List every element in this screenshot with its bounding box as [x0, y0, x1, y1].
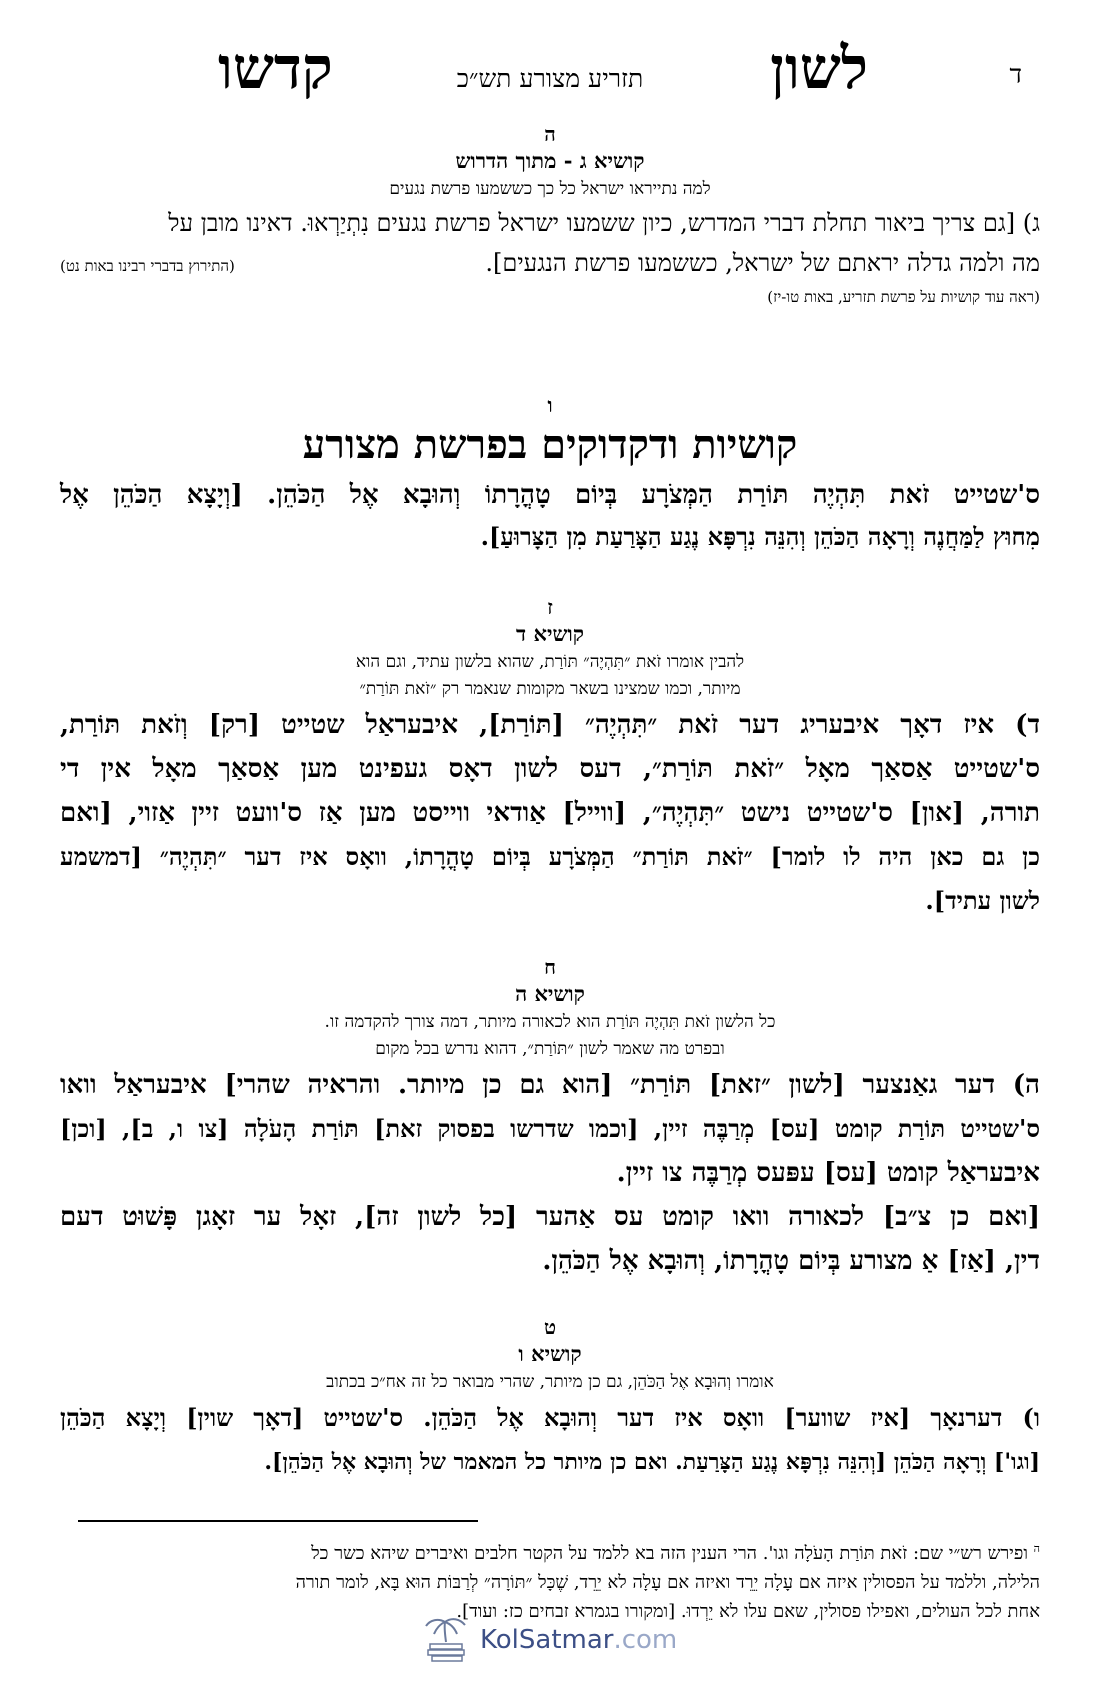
paragraph-line: ס'שטייט אַסאַך מאָל ״זֹאת תּוֹרַת״, דעס לשון דאָס געפינט מען אַסאַך מאָל אין די	[60, 754, 1040, 784]
footnote-line: $^ה$ ופירש רש״י שם: זֹאת תּוֹרַת הָעֹלָה וגו'. הרי הענין הזה בא ללמד על הקטר חלבים ואיברים שיהא כשר כל	[311, 1542, 1040, 1564]
question-subtitle: ובפרט מה שאמר לשון ״תּוֹרַת״, דהוא נדרש בכל מקום	[375, 1039, 725, 1059]
paragraph-line: מה ולמה גדלה יראתם של ישראל, כששמעו פרשת הנגעים].	[485, 249, 1040, 277]
paragraph-line: תורה, [און] ס'שטייט נישט ״תִּהְיֶה״, [ווייל] אַודאי ווייסט מען אַז ס'וועט זיין אַזוי, [ואם	[60, 798, 1040, 828]
section-title: קושיות ודקדוקים בפרשת מצורע	[302, 421, 798, 468]
question-subtitle: אומרו וְהוּבָא אֶל הַכֹּהֵן, גם כן מיותר, שהרי מבואר כל זה אח״כ בכתוב	[326, 1372, 774, 1392]
verse-line: ס'שטייט זֹאת תִּהְיֶה תּוֹרַת הַמְּצֹרָע בְּיוֹם טָהֳרָתוֹ וְהוּבָא אֶל הַכֹּהֵן. [וְיָצָא הַכֹּהֵן אֶל	[60, 480, 1040, 510]
page-letter: ד	[1009, 60, 1022, 90]
question-subtitle: למה נתייראו ישראל כל כך כששמעו פרשת נגעים	[389, 179, 711, 199]
logo-brand-text: KolSatmar	[480, 1625, 614, 1655]
question-subtitle: כל הלשון זֹאת תִּהְיֶה תּוֹרַת הוא לכאורה מיותר, דמה צורך להקדמה זו.	[324, 1012, 776, 1032]
paragraph-line-row	[60, 243, 1040, 283]
footnote-mark: ה	[1033, 1542, 1040, 1555]
header-title-right: לשון	[770, 34, 868, 102]
paragraph-line: ו) דערנאָך [איז שווער] וואָס איז דער וְהוּבָא אֶל הַכֹּהֵן. ס'שטייט [דאָך שוין] וְיָצָא הַכֹּהֵן	[60, 1403, 1040, 1432]
site-logo[interactable]	[418, 1612, 698, 1668]
resolution-note: (התירוץ בדברי רבינו באות נט)	[60, 257, 235, 275]
footnote-line: הלילה, וללמד על הפסולין איזה אם עָלָה יֵרֵד ואיזה אם עָלָה לא יֵרֵד, שֶׁכָּל ״תּוֹרָה״ לְרַבּוֹת הוּא בָּא, לומר תורה	[295, 1572, 1040, 1593]
page-body	[60, 112, 1040, 1484]
footnote-divider	[78, 1520, 478, 1522]
question-title: קושיא ו	[518, 1341, 582, 1366]
section-letter: ה	[544, 122, 556, 146]
section-letter: ז	[547, 595, 553, 619]
paragraph-line: איבעראַל קומט [עס] עפּעס מְרַבֶּה צו זיין.	[616, 1158, 1040, 1188]
paragraph-line: ה) דער גאַנצער [לשון ״זאת] תּוֹרַת״ [הוא גם כן מיותר. והראיה שהרי] איבעראַל וואו	[60, 1070, 1041, 1100]
verse-line: מִחוּץ לַמַּחֲנֶה וְרָאָה הַכֹּהֵן וְהִנֵּה נִרְפָּא נֶגַע הַצָּרַעַת מִן הַצָּרוּעַ].	[480, 522, 1040, 551]
paragraph-line: ד) איז דאָך איבעריג דער זֹאת ״תִּהְיֶה״ [תּוֹרַת], איבעראַל שטייט [רק] וְזֹאת תּוֹרַת,	[60, 710, 1040, 740]
palm-tree-books-icon	[418, 1612, 474, 1668]
section-letter: ח	[544, 955, 556, 979]
page-header	[0, 30, 1100, 110]
section-letter: ט	[543, 1315, 557, 1339]
see-more-note: (ראה עוד קושיות על פרשת תזריע, באות טו-יז)	[767, 288, 1040, 306]
logo-domain-text: .com	[613, 1625, 678, 1655]
header-title-left: קדשו	[218, 34, 333, 102]
paragraph-line: ס'שטייט תּוֹרַת קומט [עס] מְרַבֶּה זיין, [וכמו שדרשו בפסוק זאת] תּוֹרַת הָעֹלָה [צו ו, ב], [וכן]	[60, 1114, 1040, 1143]
question-title: קושיא ה	[515, 981, 585, 1006]
paragraph-line: לשון עתיד].	[925, 886, 1040, 915]
paragraph-line: ג) [גם צריך ביאור תחלת דברי המדרש, כיון ששמעו ישראל פרשת נגעים נִתְיַרְאוּ. דאינו מובן על	[168, 209, 1040, 237]
question-title: קושיא ד	[516, 621, 584, 646]
section-letter: ו	[547, 393, 553, 417]
footnote-line: אחת לכל העולים, ואפילו פסולין, שאם עלו לא יֵרְדוּ. [ומקורו בגמרא זבחים כז: ועוד].	[456, 1601, 1040, 1622]
header-subtitle: תזריע מצורע תש״כ	[456, 64, 644, 93]
paragraph-line: [ואם כן צ״ב] לכאורה וואו קומט עס אַהער [כל לשון זה], זאָל ער זאָגן פָּשׁוּט דעם	[60, 1202, 1040, 1232]
question-subtitle: להבין אומרו זֹאת ״תִּהְיֶה״ תּוֹרַת, שהוא בלשון עתיד, וגם הוא	[355, 652, 745, 672]
paragraph-line: דין, [אַז] אַ מצורע בְּיוֹם טָהֳרָתוֹ, וְהוּבָא אֶל הַכֹּהֵן.	[542, 1246, 1040, 1276]
question-title: קושיא ג - מתוך הדרוש	[455, 148, 645, 173]
question-subtitle: מיותר, וכמו שמצינו בשאר מקומות שנאמר רק ״זֹאת תּוֹרַת״	[359, 679, 741, 699]
paragraph-line: כן גם כאן היה לו לומר] ״זֹאת תּוֹרַת״ הַמְּצֹרָע בְּיוֹם טָהֳרָתוֹ, וואָס איז דער ״תִּהְיֶה״ [דמשמע	[60, 842, 1041, 871]
paragraph-line: [וגו'] וְרָאָה הַכֹּהֵן [וְהִנֵּה נִרְפָּא נֶגַע הַצָּרַעַת. ואם כן מיותר כל המאמר של וְהוּבָא אֶל הַכֹּהֵן].	[264, 1449, 1040, 1475]
